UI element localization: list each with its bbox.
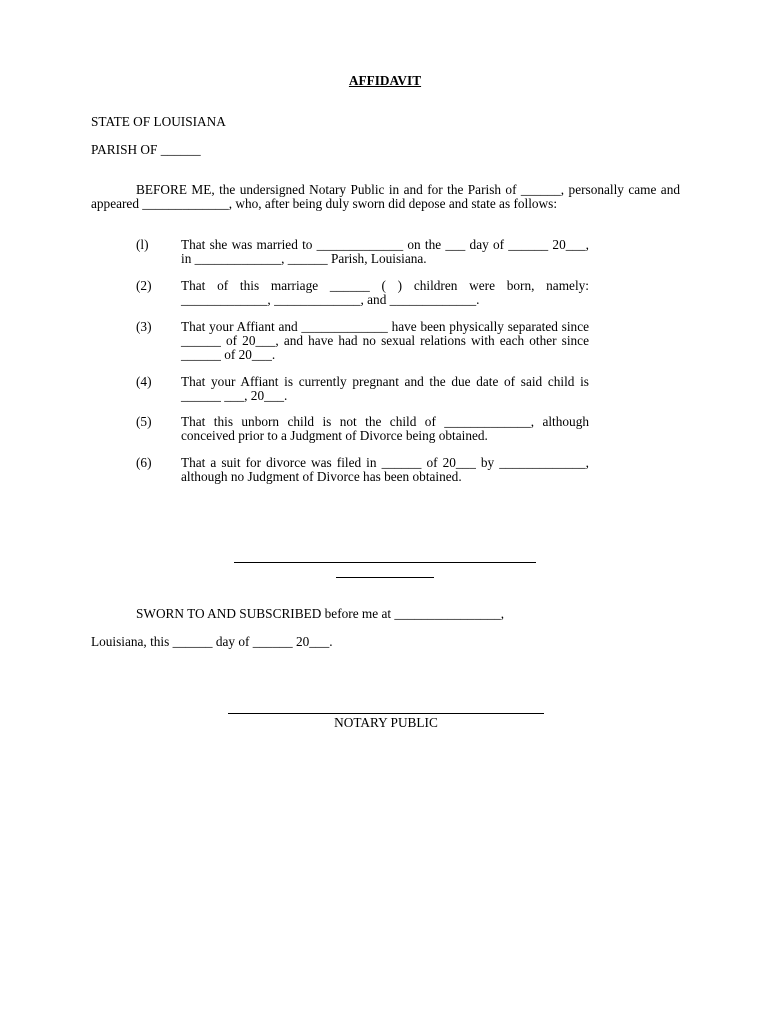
intro-paragraph — [91, 183, 680, 211]
state-line: STATE OF LOUISIANA — [91, 114, 226, 129]
notary-signature-line — [228, 713, 544, 714]
item-text-4: That your Affiant is currently pregnant and the due date of said child is ______ ___, 20___. — [181, 374, 589, 403]
item-text-5: That this unborn child is not the child of _____________, although conceived prior to a Judgment of Divorce being obtained. — [181, 414, 589, 443]
item-text-3: That your Affiant and _____________ have been physically separated since ______ of 20___, and have had no sexual relations with each other since ______ of 20___. — [181, 319, 589, 362]
parish-line: PARISH OF ______ — [91, 142, 201, 157]
item-number-1: (l) — [136, 237, 149, 252]
item-number-3: (3) — [136, 319, 152, 334]
item-number-5: (5) — [136, 414, 152, 429]
affiant-name-line — [336, 577, 434, 578]
item-number-6: (6) — [136, 455, 152, 470]
louisiana-date-line: Louisiana, this ______ day of ______ 20___. — [91, 634, 333, 649]
item-text-1: That she was married to _____________ on the ___ day of ______ 20___, in _____________, ______ Parish, Louisiana. — [181, 237, 589, 266]
document-title: AFFIDAVIT — [348, 73, 422, 88]
item-text-2: That of this marriage ______ ( ) children were born, namely: _____________, _____________, and _____________. — [181, 278, 589, 307]
item-text-6: That a suit for divorce was filed in ______ of 20___ by _____________, although no Judgment of Divorce has been obtained. — [181, 455, 589, 484]
item-number-2: (2) — [136, 278, 152, 293]
sworn-subscribed-line: SWORN TO AND SUBSCRIBED before me at ________________, — [136, 606, 505, 621]
intro-text: BEFORE ME, the undersigned Notary Public in and for the Parish of ______, personally came and appeared _____________, who, after being duly sworn did depose and state as follows: — [91, 182, 680, 211]
affiant-signature-line — [234, 562, 536, 563]
item-number-4: (4) — [136, 374, 152, 389]
notary-public-label: NOTARY PUBLIC — [334, 715, 438, 730]
